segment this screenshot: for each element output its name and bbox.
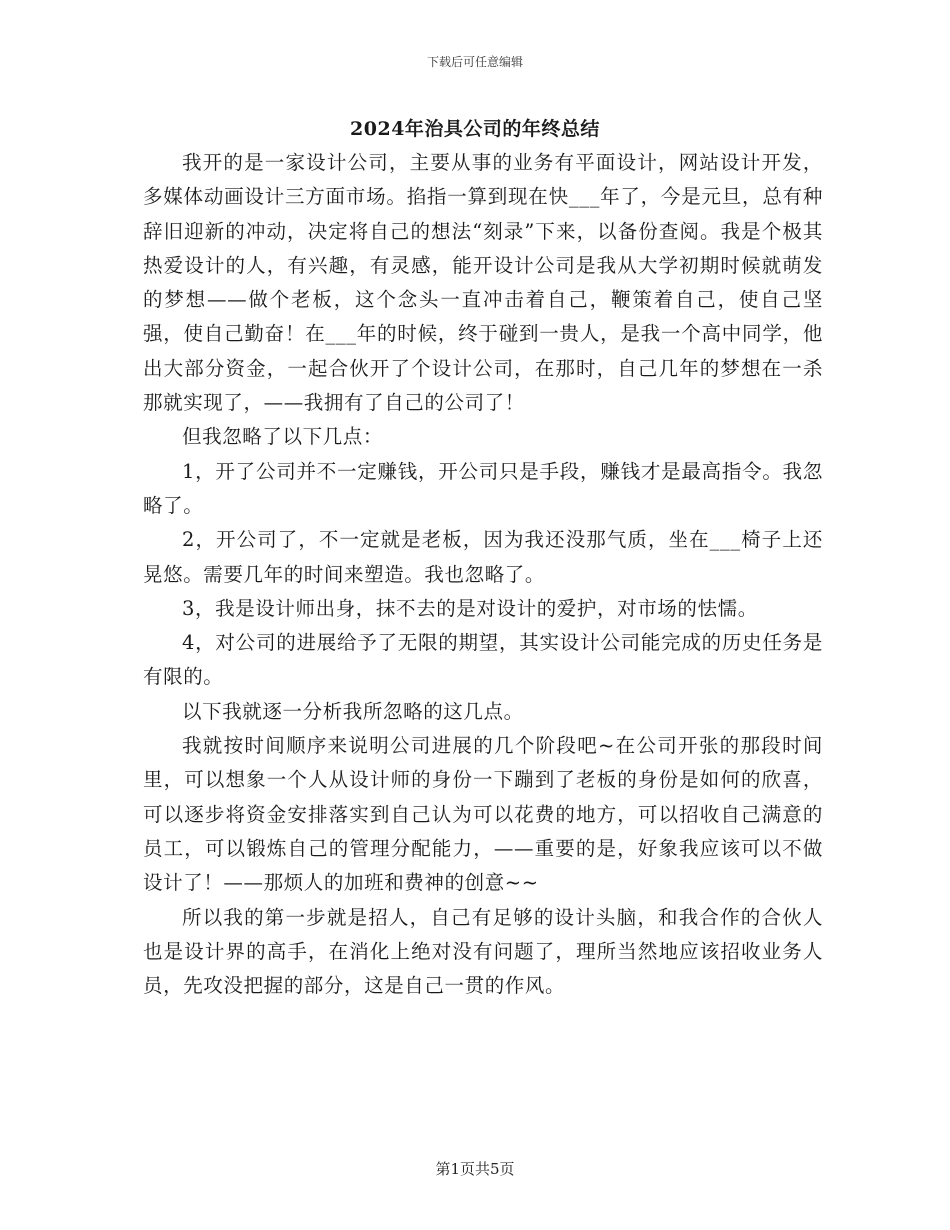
paragraph-analysis-intro: 以下我就逐一分析我所忽略的这几点。 — [182, 699, 524, 723]
paragraph-point-4: 4，对公司的进展给予了无限的期望，其实设计公司能完成的历史任务是有限的。 — [143, 631, 823, 689]
document-body — [143, 146, 823, 1003]
page-footer: 第1页共5页 — [435, 1160, 515, 1178]
paragraph-point-1: 1，开了公司并不一定赚钱，开公司只是手段，赚钱才是最高指令。我忽略了。 — [143, 459, 823, 517]
paragraph-point-3: 3，我是设计师出身，抹不去的是对设计的爱护，对市场的怯懦。 — [182, 596, 758, 620]
document-title: 2024年治具公司的年终总结 — [350, 118, 600, 140]
paragraph-intro: 我开的是一家设计公司，主要从事的业务有平面设计，网站设计开发，多媒体动画设计三方面市场。掐指一算到现在快___年了，今是元旦，总有种辞旧迎新的冲动，决定将自己的想法“刻录”下来，以备份查阅。我是个极其热爱设计的人，有兴趣，有灵感，能开设计公司是我从大学初期时候就萌发的梦想——做个老板，这个念头一直冲击着自己，鞭策着自己，使自己坚强，使自己勤奋！在___年的时候，终于碰到一贵人，是我一个高中同学，他出大部分资金，一起合伙开了个设计公司，在那时，自己几年的梦想在一杀那就实现了，——我拥有了自己的公司了！ — [143, 151, 823, 415]
header-note: 下载后可任意编辑 — [426, 55, 523, 69]
paragraph-point-2: 2，开公司了，不一定就是老板，因为我还没那气质，坐在___椅子上还晃悠。需要几年的时间来塑造。我也忽略了。 — [143, 528, 823, 586]
paragraph-stages: 我就按时间顺序来说明公司进展的几个阶段吧~在公司开张的那段时间里，可以想象一个人从设计师的身份一下蹦到了老板的身份是如何的欣喜，可以逐步将资金安排落实到自己认为可以花费的地方，可以招收自己满意的员工，可以锻炼自己的管理分配能力，——重要的是，好象我应该可以不做设计了！——那烦人的加班和费神的创意~~ — [143, 734, 823, 895]
paragraph-hiring: 所以我的第一步就是招人，自己有足够的设计头脑，和我合作的合伙人也是设计界的高手，在消化上绝对没有问题了，理所当然地应该招收业务人员，先攻没把握的部分，这是自己一贯的作风。 — [143, 905, 823, 998]
paragraph-overlooked-points: 但我忽略了以下几点： — [182, 425, 384, 449]
